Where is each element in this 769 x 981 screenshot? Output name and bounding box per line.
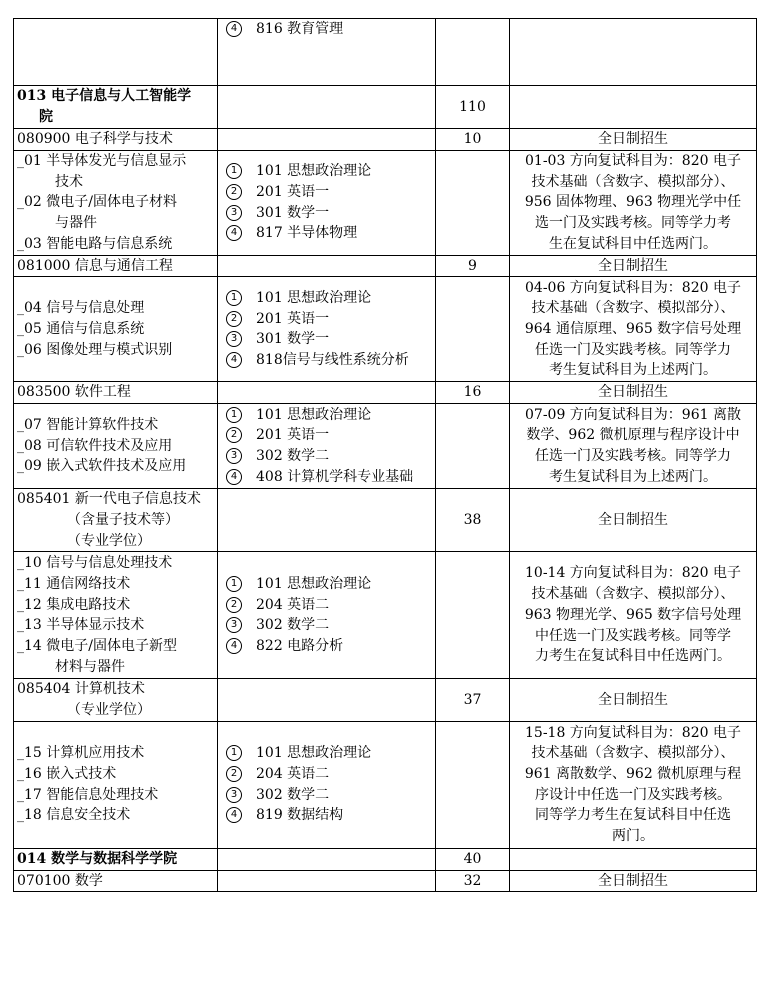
retest-note: [510, 150, 757, 255]
subject-line: [221, 288, 432, 309]
enrollment-table: [13, 18, 757, 892]
subjects-cell: [218, 552, 436, 679]
text-line: _06 图像处理与模式识别: [17, 341, 173, 358]
circled-number-icon: 4: [226, 807, 242, 823]
text-line: 数学、962 微机原理与程序设计中: [526, 427, 740, 444]
text-line: 考生复试科目为上述两门。: [549, 468, 717, 485]
subjects-cell: [218, 404, 436, 489]
subject-line: [221, 743, 432, 764]
text-line: _09 嵌入式软件技术及应用: [17, 458, 187, 475]
major-quota: 9: [436, 255, 510, 277]
text-line: 961 离散数学、962 微机原理与程: [524, 765, 742, 782]
empty-cell: [218, 129, 436, 151]
text-line: 101 思想政治理论: [256, 575, 372, 592]
text-line: _02 微电子/固体电子材料: [17, 194, 177, 211]
major-row: [14, 679, 757, 721]
text-line: 力考生在复试科目中任选两门。: [535, 648, 731, 665]
major-quota: 10: [436, 129, 510, 151]
empty-cell: [218, 255, 436, 277]
text-line: _08 可信软件技术及应用: [17, 437, 173, 454]
major-row: [14, 382, 757, 404]
circled-number-icon: 1: [226, 290, 242, 306]
text-line: 任选一门及实践考核。同等学力: [535, 448, 731, 465]
empty-cell: [510, 86, 757, 129]
text-line: _14 微电子/固体电子新型: [17, 637, 177, 654]
direction-row: [14, 721, 757, 848]
subject-line: [221, 19, 432, 40]
text-line: 101 思想政治理论: [256, 290, 372, 306]
major-name: 081000 信息与通信工程: [14, 255, 218, 277]
empty-cell: [510, 848, 757, 870]
subject-line: [221, 161, 432, 182]
text-line: 819 数据结构: [256, 807, 344, 824]
enrollment-type: 全日制招生: [510, 870, 757, 892]
direction-row: [14, 552, 757, 679]
circled-number-icon: 2: [226, 766, 242, 782]
retest-note: [510, 277, 757, 382]
circled-number-icon: 1: [226, 745, 242, 761]
major-row: [14, 255, 757, 277]
text-line: 101 思想政治理论: [256, 745, 372, 762]
major-name: [14, 679, 218, 721]
major-quota: 16: [436, 382, 510, 404]
enrollment-type: 全日制招生: [510, 255, 757, 277]
direction-row: [14, 404, 757, 489]
quota-cell: [436, 19, 510, 86]
subjects-cell: [218, 19, 436, 86]
retest-note: [510, 404, 757, 489]
subject-line: [221, 405, 432, 426]
enrollment-type: 全日制招生: [510, 679, 757, 721]
empty-cell: [218, 86, 436, 129]
text-line: _16 嵌入式技术: [17, 765, 117, 782]
retest-note: [510, 552, 757, 679]
enrollment-type: 全日制招生: [510, 382, 757, 404]
text-line: 15-18 方向复试科目为：820 电子: [525, 724, 741, 741]
circled-number-icon: 1: [226, 576, 242, 592]
subject-line: [221, 574, 432, 595]
empty-cell: [218, 679, 436, 721]
text-line: 204 英语二: [256, 596, 330, 613]
subject-line: [221, 425, 432, 446]
text-line: _13 半导体显示技术: [17, 617, 145, 634]
circled-number-icon: 3: [226, 448, 242, 464]
text-line: （专业学位）: [67, 701, 151, 718]
direction-cell: [14, 19, 218, 86]
text-line: _18 信息安全技术: [17, 807, 131, 824]
circled-number-icon: 1: [226, 407, 242, 423]
subjects-cell: [218, 150, 436, 255]
text-line: 963 物理光学、965 数字信号处理: [524, 606, 742, 623]
college-quota: 40: [436, 848, 510, 870]
major-name: [14, 489, 218, 552]
text-line: 技术基础（含数字、模拟部分）、: [531, 173, 735, 190]
major-name: 080900 电子科学与技术: [14, 129, 218, 151]
college-row: [14, 86, 757, 129]
text-line: 301 数学一: [256, 204, 330, 221]
direction-list: [14, 721, 218, 848]
subjects-cell: [218, 721, 436, 848]
subject-line: [221, 785, 432, 806]
circled-number-icon: 4: [226, 469, 242, 485]
circled-number-icon: 3: [226, 787, 242, 803]
text-line: 201 英语一: [256, 427, 330, 444]
text-line: _05 通信与信息系统: [17, 321, 145, 338]
text-line: _12 集成电路技术: [17, 596, 131, 613]
text-line: 085401 新一代电子信息技术: [17, 491, 201, 508]
text-line: 101 思想政治理论: [256, 163, 372, 180]
empty-cell: [218, 870, 436, 892]
circled-number-icon: 3: [226, 331, 242, 347]
text-line: 201 英语一: [256, 310, 330, 327]
college-name: 014 数学与数据科学学院: [14, 848, 218, 870]
text-line: 院: [39, 109, 53, 125]
text-line: _03 智能电路与信息系统: [17, 235, 173, 252]
text-line: 04-06 方向复试科目为：820 电子: [525, 279, 741, 296]
text-line: 同等学力考生在复试科目中任选: [535, 807, 731, 824]
text-line: 822 电路分析: [256, 637, 344, 654]
subject-line: [221, 350, 432, 371]
empty-cell: [218, 489, 436, 552]
text-line: 201 英语一: [256, 184, 330, 200]
major-name: 083500 软件工程: [14, 382, 218, 404]
retest-note: [510, 721, 757, 848]
note-cell: [510, 19, 757, 86]
circled-number-icon: 4: [226, 21, 242, 37]
direction-list: [14, 277, 218, 382]
text-line: 中任选一门及实践考核。同等学: [535, 627, 731, 644]
text-line: _15 计算机应用技术: [17, 745, 145, 762]
text-line: 302 数学二: [256, 786, 330, 803]
text-line: 07-09 方向复试科目为：961 离散: [525, 406, 741, 423]
empty-cell: [218, 848, 436, 870]
text-line: 302 数学二: [256, 448, 330, 465]
major-row: [14, 489, 757, 552]
empty-cell: [436, 150, 510, 255]
circled-number-icon: 2: [226, 184, 242, 200]
text-line: 与器件: [55, 215, 97, 232]
circled-number-icon: 2: [226, 311, 242, 327]
text-line: 材料与器件: [55, 658, 125, 675]
text-line: （含量子技术等）: [67, 511, 179, 528]
subject-line: [221, 309, 432, 330]
circled-number-icon: 1: [226, 163, 242, 179]
empty-cell: [218, 382, 436, 404]
text-line: 两门。: [612, 828, 654, 845]
table-row: [14, 19, 757, 86]
circled-number-icon: 2: [226, 427, 242, 443]
text-line: 技术: [55, 173, 83, 190]
subject-line: [221, 223, 432, 244]
enrollment-type: 全日制招生: [510, 489, 757, 552]
major-quota: 38: [436, 489, 510, 552]
text-line: 技术基础（含数字、模拟部分）、: [531, 300, 735, 317]
text-line: 生在复试科目中任选两门。: [549, 235, 717, 252]
empty-cell: [436, 552, 510, 679]
subject-line: [221, 203, 432, 224]
text-line: 01-03 方向复试科目为：820 电子: [525, 152, 741, 169]
direction-list: [14, 552, 218, 679]
text-line: 技术基础（含数字、模拟部分）、: [531, 586, 735, 603]
major-quota: 32: [436, 870, 510, 892]
direction-list: [14, 150, 218, 255]
text-line: 817 半导体物理: [256, 225, 358, 242]
circled-number-icon: 4: [226, 352, 242, 368]
empty-cell: [436, 404, 510, 489]
text-line: _17 智能信息处理技术: [17, 786, 159, 803]
direction-row: [14, 277, 757, 382]
subject-line: [221, 595, 432, 616]
major-row: [14, 870, 757, 892]
direction-list: [14, 404, 218, 489]
text-line: 任选一门及实践考核。同等学力: [535, 341, 731, 358]
text-line: 301 数学一: [256, 331, 330, 348]
college-quota: 110: [436, 86, 510, 129]
subject-line: [221, 182, 432, 203]
text-line: 选一门及实践考核。同等学力考: [535, 215, 731, 232]
subject-line: [221, 764, 432, 785]
subject-line: [221, 467, 432, 488]
subject-line: [221, 636, 432, 657]
text-line: 085404 计算机技术: [17, 681, 145, 698]
text-line: 408 计算机学科专业基础: [256, 468, 414, 485]
text-line: 818信号与线性系统分析: [256, 352, 409, 369]
empty-cell: [436, 277, 510, 382]
subjects-cell: [218, 277, 436, 382]
text-line: _07 智能计算软件技术: [17, 417, 159, 434]
text-line: _10 信号与信息处理技术: [17, 555, 173, 572]
subject-line: [221, 329, 432, 350]
text-line: 101 思想政治理论: [256, 406, 372, 423]
circled-number-icon: 4: [226, 225, 242, 241]
text-line: _01 半导体发光与信息显示: [17, 152, 187, 169]
text-line: 013 电子信息与人工智能学: [17, 88, 192, 105]
circled-number-icon: 2: [226, 597, 242, 613]
circled-number-icon: 3: [226, 205, 242, 221]
college-name: [14, 86, 218, 129]
major-row: [14, 129, 757, 151]
subject-line: [221, 805, 432, 826]
direction-row: [14, 150, 757, 255]
text-line: _11 通信网络技术: [17, 575, 131, 592]
major-name: 070100 数学: [14, 870, 218, 892]
circled-number-icon: 4: [226, 638, 242, 654]
text-line: 302 数学二: [256, 617, 330, 634]
empty-cell: [436, 721, 510, 848]
subject-line: [221, 446, 432, 467]
subject-line: [221, 615, 432, 636]
text-line: 816 教育管理: [256, 21, 344, 37]
college-row: [14, 848, 757, 870]
text-line: 964 通信原理、965 数字信号处理: [524, 321, 742, 338]
text-line: 10-14 方向复试科目为：820 电子: [525, 565, 741, 582]
text-line: 204 英语二: [256, 765, 330, 782]
text-line: （专业学位）: [67, 532, 151, 549]
text-line: 序设计中任选一门及实践考核。: [535, 786, 731, 803]
major-quota: 37: [436, 679, 510, 721]
text-line: _04 信号与信息处理: [17, 300, 145, 317]
text-line: 考生复试科目为上述两门。: [549, 362, 717, 379]
circled-number-icon: 3: [226, 617, 242, 633]
enrollment-type: 全日制招生: [510, 129, 757, 151]
text-line: 956 固体物理、963 物理光学中任: [524, 194, 742, 211]
text-line: 技术基础（含数字、模拟部分）、: [531, 745, 735, 762]
